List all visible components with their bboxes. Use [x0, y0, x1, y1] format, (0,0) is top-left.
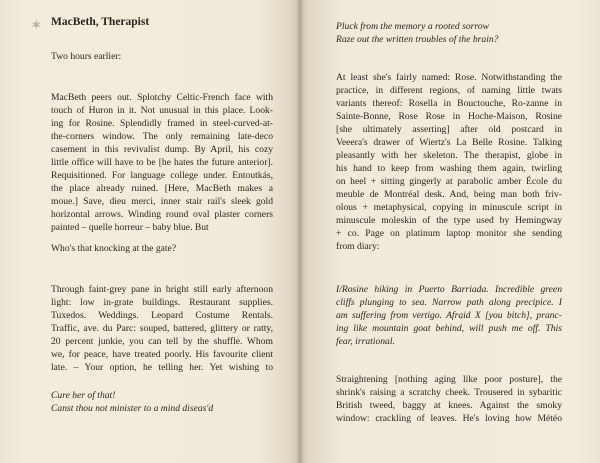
text-line: light: low in-grate buildings. Restaurant supplies.: [51, 297, 273, 308]
text-line: Who's that knocking at the gate?: [51, 243, 177, 254]
text-line: Two hours earlier:: [51, 51, 122, 62]
text-line: Traffic, ave. du Parc: souped, battered, glittery or ratty,: [51, 323, 273, 334]
text-line: Straightening [nothing aging like poor posture], the: [336, 374, 562, 385]
text-line: Through faint-grey pane in bright still early afternoon: [51, 284, 273, 295]
text-line: 20 percent junkie, you can tell by the shuffle. Whom: [51, 336, 273, 347]
text-line: Veeera's drawer of Wiertz's La Belle Rosine. Talking: [336, 137, 562, 148]
text-line: MacBeth peers out. Splotchy Celtic-French face with: [51, 92, 273, 103]
diary-line: am suffering from vertigo. Afraid X [you bitch], pranc-: [336, 310, 562, 321]
text-line: little office will have to be [he hates the future anterior].: [51, 157, 273, 168]
text-line: late. – Your option, he telling her. Yet wishing to: [51, 362, 273, 373]
text-line: ing for Rosine. Splendidly framed in steel-curved-at-: [51, 118, 273, 129]
text-line: practice, in different regions, of naming little twats: [336, 85, 562, 96]
text-line: At least she's fairly named: Rose. Notwithstanding the: [336, 72, 562, 83]
verse-line: Canst thou not minister to a mind diseas'd: [51, 403, 214, 414]
diary-line: ing like mountain goat behind, will push me off. This: [336, 323, 562, 334]
text-line: Sainte-Bonne, Rose Rose in Hoche-Maison, Rosine: [336, 111, 562, 122]
epigraph-line: Raze out the written troubles of the brain?: [336, 34, 499, 45]
epigraph-line: Pluck from the memory a rooted sorrow: [336, 21, 489, 32]
text-line: Requisitioned. For language college under. Entoutkás,: [51, 170, 273, 181]
text-line: shrink's raising a scratchy cheek. Trousered in sybaritic: [336, 387, 562, 398]
text-line: olous + metaphysical, copying in minuscule script in: [336, 202, 562, 213]
verse-line: Cure her of that!: [51, 390, 116, 401]
text-line: Tuxedos. Weddings. Leopard Costume Rentals.: [51, 310, 273, 321]
text-line: variants thereof: Rosella in Bouctouche, Ro-zanne in: [336, 98, 562, 109]
text-line: casement in this revivalist dump. By April, his cozy: [51, 144, 273, 155]
text-line: we, for peace, have treated poorly. His favourite client: [51, 349, 273, 360]
text-line: on heel + sitting gingerly at parabolic amber École du: [336, 176, 562, 187]
text-line: the place already ruined. [Here, MacBeth makes a: [51, 183, 273, 194]
text-line: moue.] Save, dieu merci, inner stair rail's sleek gold: [51, 196, 273, 207]
right-page: [300, 0, 600, 463]
text-line: his hand to keep from washing them again, twirling: [336, 163, 562, 174]
text-line: [she ultimately asserting] after old postcard in: [336, 124, 562, 135]
text-line: + co. Page on platinum laptop monitor she sending: [336, 228, 562, 239]
diary-line: I/Rosine hiking in Puerto Barriada. Incredible green: [336, 284, 562, 295]
asterisk-ornament: ✶: [30, 16, 43, 34]
text-line: minuscule moleskin of the type used by Hemingway: [336, 215, 562, 226]
text-line: horizontal arrows. Winding round oval plaster corners: [51, 209, 273, 220]
chapter-title: MacBeth, Therapist: [51, 16, 150, 28]
text-line: painted – quelle horreur – baby blue. But: [51, 222, 209, 233]
text-line: from diary:: [336, 241, 380, 252]
text-line: pleasantly with her skeleton. The therapist, globe in: [336, 150, 562, 161]
diary-line: cliffs plunging to sea. Narrow path along precipice. I: [336, 297, 562, 308]
text-line: British tweed, baggy at knees. Against the smoky: [336, 400, 562, 411]
diary-line: fear, irrational.: [336, 336, 395, 347]
text-line: touch of Huron in it. Not unusual in this place. Look-: [51, 105, 273, 116]
text-line: meuble de Montréal desk. And, being man both friv-: [336, 189, 562, 200]
text-line: window: crackling of leaves. He's loving how Météo: [336, 413, 562, 424]
text-line: the-corners window. The only remaining late-deco: [51, 131, 273, 142]
